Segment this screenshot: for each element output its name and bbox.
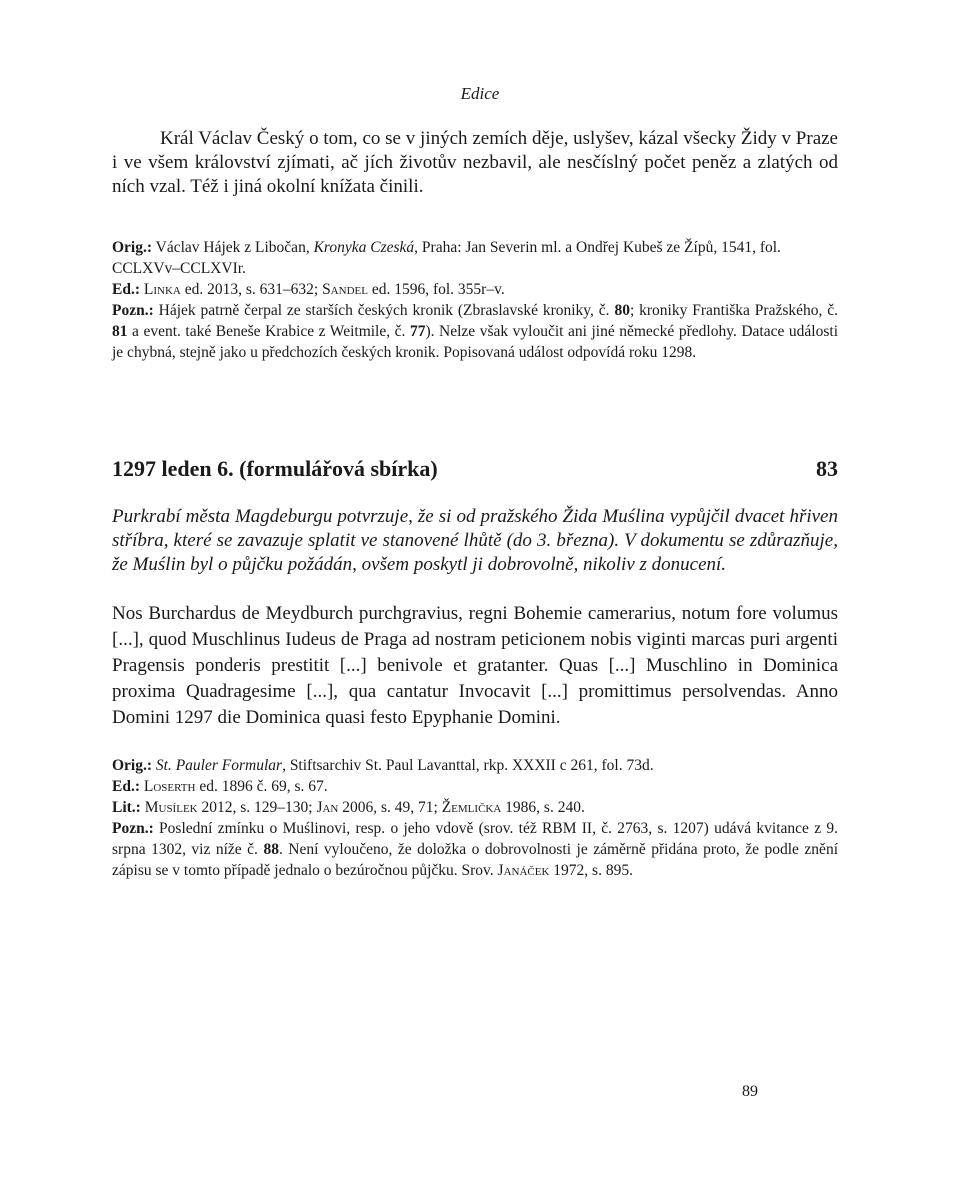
entry-number: 83 (816, 456, 838, 481)
latin-text: Nos Burchardus de Meydburch purchgravius, regni Bohemie camerarius, notum fore volumus [...], quod Muschlinus Iudeus de Praga ad nostram peticionem nobis viginti marcas puri argenti Pragensis ponderis prestitit [...] benivole et gratanter. Quas [...] Muschlino in Dominica proxima Quadragesime [...], qua cantatur Invocavit [...] promittimus persolvendas. Anno Domini 1297 die Dominica quasi festo Epyphanie Domini. (112, 603, 838, 728)
orig-title: St. Pauler Formular (155, 757, 283, 774)
page-number: 89 (742, 1083, 758, 1100)
apparatus-notes-1 (112, 237, 838, 363)
orig-title: Kronyka Czeská (313, 239, 415, 256)
orig-note: Orig.: St. Pauler Formular, Stiftsarchiv St. Paul Lavanttal, rkp. XXXII c 261, fol. 73d. (112, 757, 654, 774)
entry-title: 1297 leden 6. (formulářová sbírka) (112, 456, 438, 481)
apparatus-notes-2 (112, 755, 838, 881)
running-head: Edice (460, 84, 500, 103)
pozn-label: Pozn.: (112, 302, 154, 319)
remark-note: Pozn.: Poslední zmínku o Muślinovi, resp. o jeho vdově (srov. též RBM II, č. 2763, s. 1207) udává kvitance z 9. srpna 1302, viz níže č. 88. Není vyloučeno, že doložka o dobrovolnosti je záměrně přidána proto, že podle znění zápisu se v tomto případě jednalo o bezúročnou půjčku. Srov. Janáček 1972, s. 895. (112, 820, 838, 879)
ed-label: Ed.: (112, 281, 140, 298)
edition-note: Ed.: Linka ed. 2013, s. 631–632; Sandel ed. 1596, fol. 355r–v. (112, 281, 505, 298)
edition-note: Ed.: Loserth ed. 1896 č. 69, s. 67. (112, 778, 328, 795)
entry-summary: Purkrabí města Magdeburgu potvrzuje, že si od pražského Žida Muślina vypůjčil dvacet hřiven stříbra, které se zavazuje splatit ve stanovené lhůtě (do 3. března). V dokumentu se zdůrazňuje, že Muślin byl o půjčku požádán, ovšem poskytl ji dobrovolně, nikoliv z donucení. (112, 506, 838, 575)
chronicle-paragraph: Král Václav Český o tom, co se v jiných zemích děje, uslyšev, kázal všecky Židy v Praze i ve všem království zjímati, ač jích životův nezbavil, ale nesčíslný počet peněz a zlatých od ních vzal. Též i jiná okolní knížata činili. (112, 128, 838, 197)
orig-label: Orig.: (112, 239, 153, 256)
entry-heading (112, 456, 838, 486)
orig-note: Orig.: Václav Hájek z Libočan, Kronyka Czeská, Praha: Jan Severin ml. a Ondřej Kubeš ze Žípů, 1541, fol. CCLXVv–CCLXVIr. (112, 239, 781, 277)
literature-note: Lit.: Musílek 2012, s. 129–130; Jan 2006, s. 49, 71; Žemlička 1986, s. 240. (112, 799, 585, 816)
remark-note: Pozn.: Hájek patrně čerpal ze starších českých kronik (Zbraslavské kroniky, č. 80; kroniky Františka Pražského, č. 81 a event. také Beneše Krabice z Weitmile, č. 77). Nelze však vyloučit ani jiné německé předlohy. Datace události je chybná, stejně jako u předchozích českých kronik. Popisovaná událost odpovídá roku 1298. (112, 302, 839, 361)
